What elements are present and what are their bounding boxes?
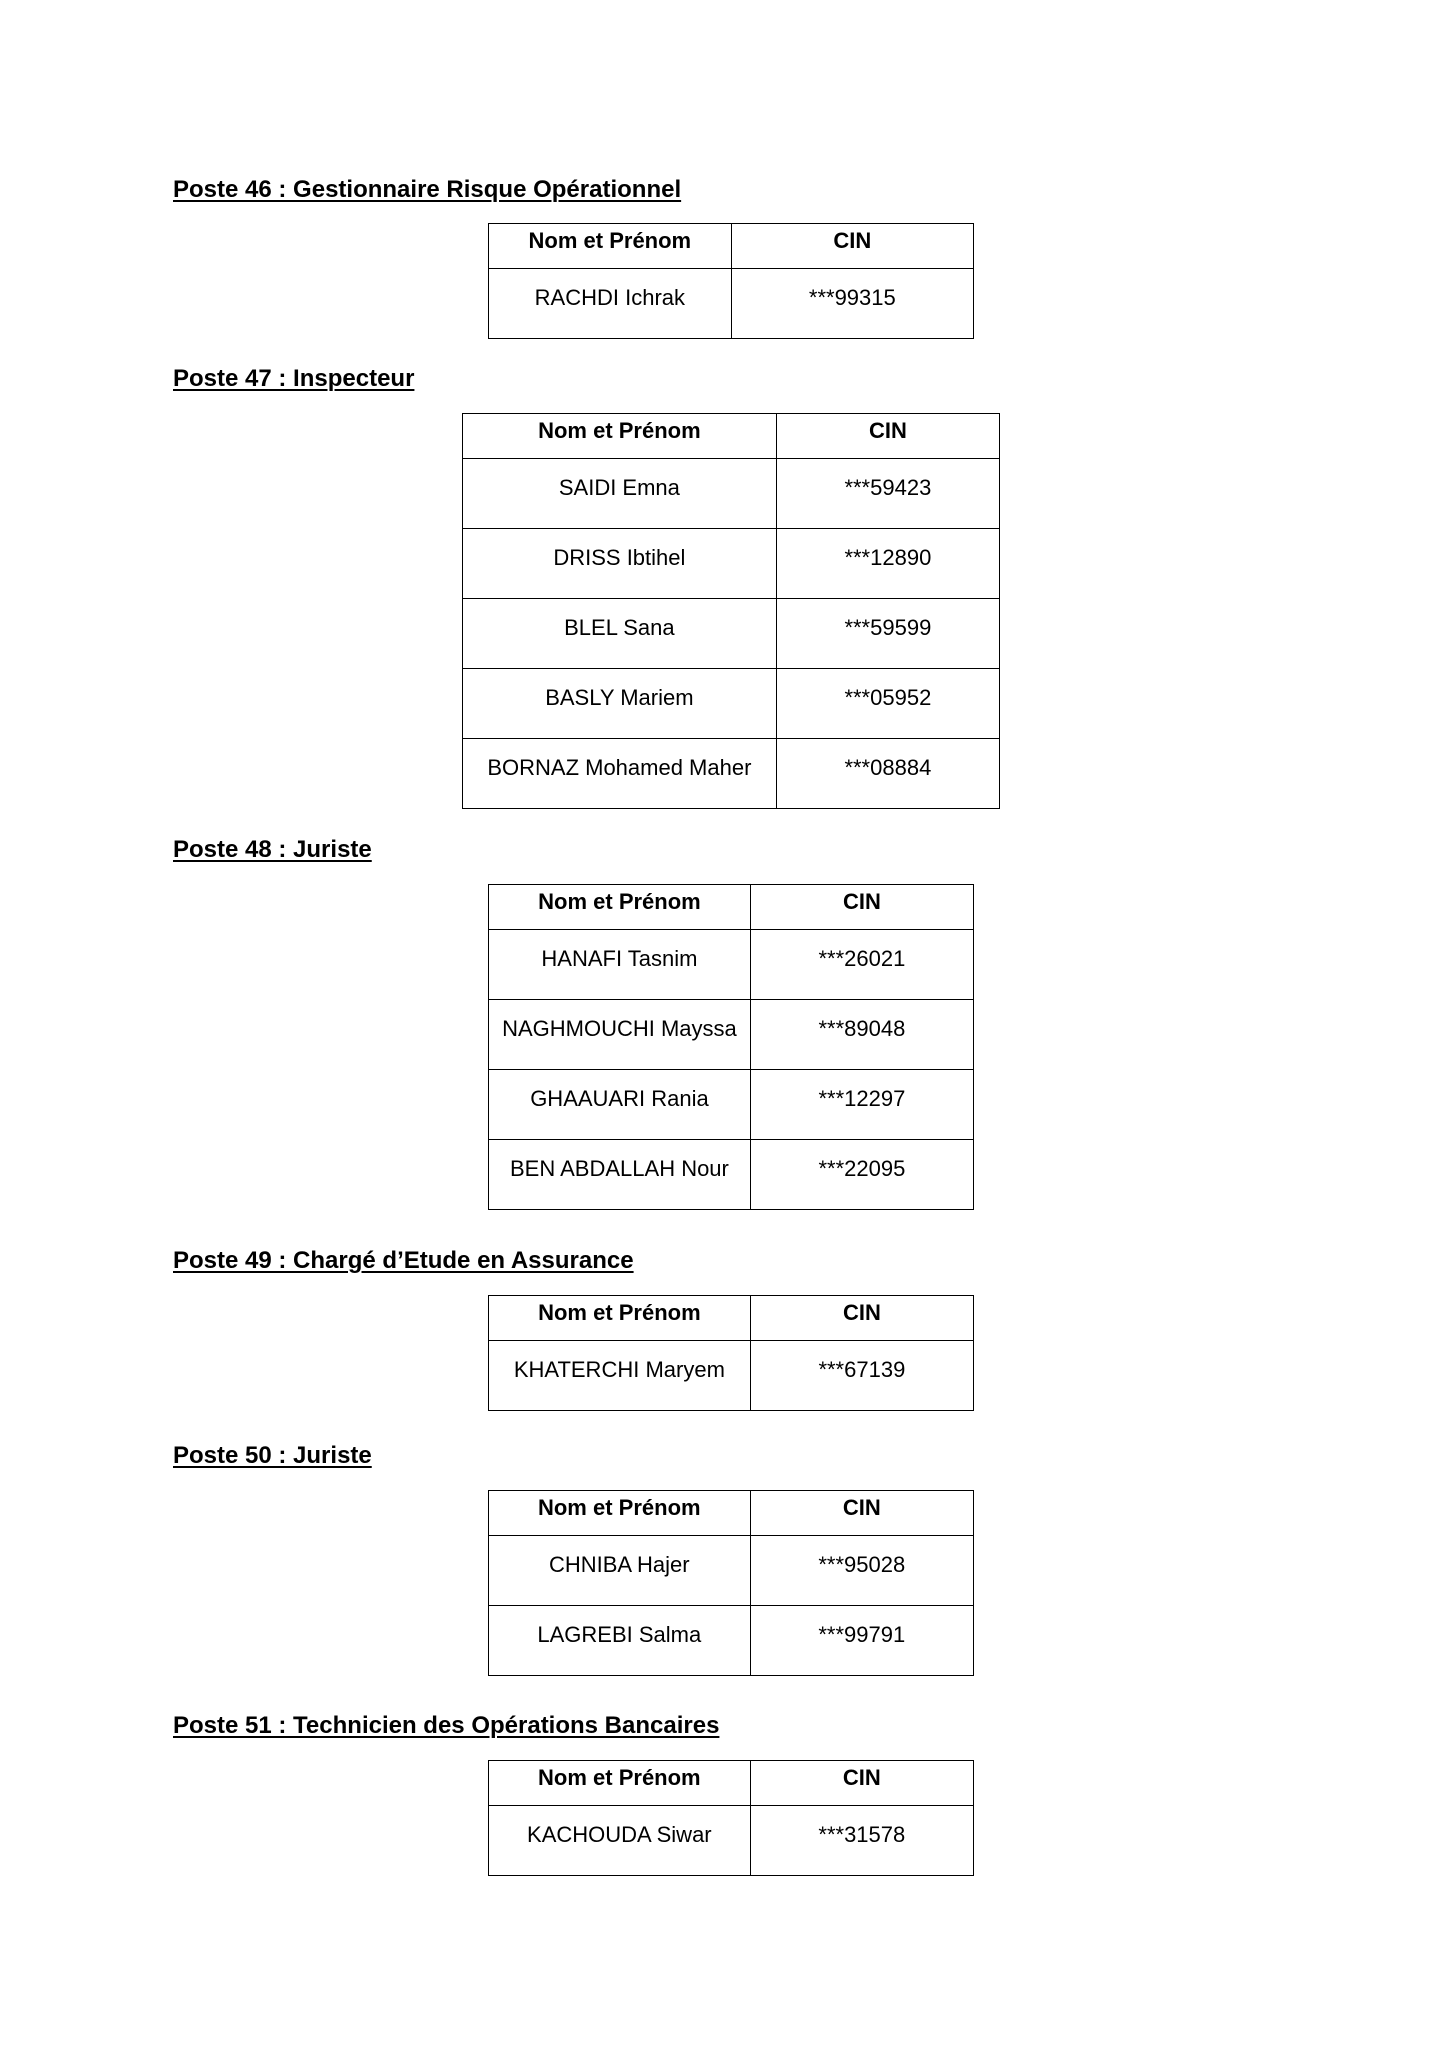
column-header-name: Nom et Prénom bbox=[489, 224, 732, 269]
cell-name: BORNAZ Mohamed Maher bbox=[463, 739, 777, 809]
table-row bbox=[463, 599, 1000, 669]
cell-name: KACHOUDA Siwar bbox=[489, 1806, 751, 1876]
cell-cin: ***59423 bbox=[776, 459, 999, 529]
column-header-cin: CIN bbox=[750, 1296, 973, 1341]
cell-cin: ***08884 bbox=[776, 739, 999, 809]
table-poste-50 bbox=[488, 1490, 974, 1676]
table-poste-46 bbox=[488, 223, 974, 339]
cell-name: HANAFI Tasnim bbox=[489, 930, 751, 1000]
table-header-row bbox=[489, 1296, 974, 1341]
cell-cin: ***22095 bbox=[750, 1140, 973, 1210]
cell-cin: ***67139 bbox=[750, 1341, 973, 1411]
cell-cin: ***05952 bbox=[776, 669, 999, 739]
cell-name: RACHDI Ichrak bbox=[489, 269, 732, 339]
column-header-cin: CIN bbox=[750, 1491, 973, 1536]
cell-cin: ***31578 bbox=[750, 1806, 973, 1876]
column-header-cin: CIN bbox=[731, 224, 973, 269]
table-poste-49 bbox=[488, 1295, 974, 1411]
table-row bbox=[463, 529, 1000, 599]
table-row bbox=[489, 1070, 974, 1140]
cell-name: NAGHMOUCHI Mayssa bbox=[489, 1000, 751, 1070]
section-heading-poste-51: Poste 51 : Technicien des Opérations Bancaires bbox=[173, 1712, 720, 1739]
column-header-name: Nom et Prénom bbox=[463, 414, 777, 459]
cell-cin: ***59599 bbox=[776, 599, 999, 669]
table-poste-51 bbox=[488, 1760, 974, 1876]
table-row bbox=[489, 269, 974, 339]
table-header-row bbox=[489, 885, 974, 930]
table-header-row bbox=[489, 224, 974, 269]
section-heading-poste-47: Poste 47 : Inspecteur bbox=[173, 365, 415, 392]
column-header-name: Nom et Prénom bbox=[489, 1491, 751, 1536]
column-header-cin: CIN bbox=[750, 885, 973, 930]
column-header-name: Nom et Prénom bbox=[489, 1296, 751, 1341]
cell-name: LAGREBI Salma bbox=[489, 1606, 751, 1676]
cell-cin: ***12890 bbox=[776, 529, 999, 599]
table-row bbox=[463, 459, 1000, 529]
cell-name: SAIDI Emna bbox=[463, 459, 777, 529]
table-row bbox=[489, 1606, 974, 1676]
cell-cin: ***12297 bbox=[750, 1070, 973, 1140]
table-row bbox=[463, 669, 1000, 739]
cell-cin: ***99315 bbox=[731, 269, 973, 339]
cell-cin: ***89048 bbox=[750, 1000, 973, 1070]
section-heading-poste-48: Poste 48 : Juriste bbox=[173, 836, 372, 863]
column-header-name: Nom et Prénom bbox=[489, 1761, 751, 1806]
column-header-name: Nom et Prénom bbox=[489, 885, 751, 930]
table-row bbox=[489, 1140, 974, 1210]
table-header-row bbox=[489, 1491, 974, 1536]
cell-cin: ***95028 bbox=[750, 1536, 973, 1606]
table-header-row bbox=[489, 1761, 974, 1806]
cell-name: CHNIBA Hajer bbox=[489, 1536, 751, 1606]
section-heading-poste-49: Poste 49 : Chargé d’Etude en Assurance bbox=[173, 1247, 634, 1274]
cell-cin: ***26021 bbox=[750, 930, 973, 1000]
table-row bbox=[489, 930, 974, 1000]
table-row bbox=[463, 739, 1000, 809]
table-row bbox=[489, 1806, 974, 1876]
column-header-cin: CIN bbox=[750, 1761, 973, 1806]
cell-name: BASLY Mariem bbox=[463, 669, 777, 739]
cell-name: BLEL Sana bbox=[463, 599, 777, 669]
cell-name: BEN ABDALLAH Nour bbox=[489, 1140, 751, 1210]
cell-name: DRISS Ibtihel bbox=[463, 529, 777, 599]
column-header-cin: CIN bbox=[776, 414, 999, 459]
cell-name: KHATERCHI Maryem bbox=[489, 1341, 751, 1411]
section-heading-poste-46: Poste 46 : Gestionnaire Risque Opérationnel bbox=[173, 176, 682, 203]
table-row bbox=[489, 1536, 974, 1606]
cell-name: GHAAUARI Rania bbox=[489, 1070, 751, 1140]
table-row bbox=[489, 1341, 974, 1411]
section-heading-poste-50: Poste 50 : Juriste bbox=[173, 1442, 372, 1469]
table-poste-48 bbox=[488, 884, 974, 1210]
table-header-row bbox=[463, 414, 1000, 459]
cell-cin: ***99791 bbox=[750, 1606, 973, 1676]
table-poste-47 bbox=[462, 413, 1000, 809]
table-row bbox=[489, 1000, 974, 1070]
